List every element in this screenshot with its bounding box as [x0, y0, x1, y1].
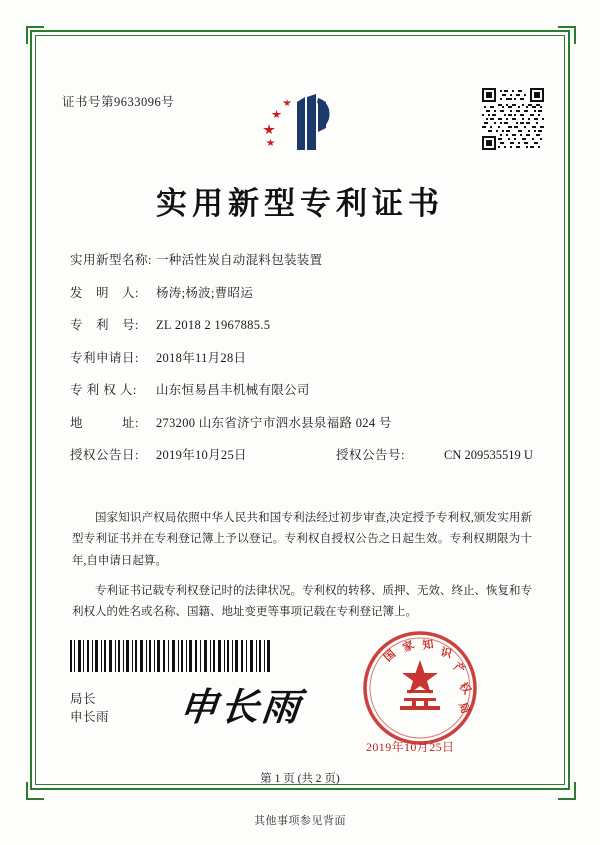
field-label: 专 利 号: — [70, 318, 139, 332]
certificate-number: 证书号第9633096号 — [62, 95, 175, 109]
field-label: 实用新型名称: — [70, 253, 152, 267]
handwritten-signature: 申长雨 — [177, 684, 306, 729]
svg-text:产: 产 — [451, 659, 468, 677]
body-paragraph-1: 国家知识产权局依照中华人民共和国专利法经过初步审查,决定授予专利权,颁发实用新型专利证书并在专利登记簿上予以登记。专利权自授权公告之日起生效。专利权期限为十年,自申请日起算。 — [72, 512, 532, 567]
barcode-icon — [70, 640, 270, 672]
svg-text:局: 局 — [456, 700, 473, 716]
svg-text:识: 识 — [439, 645, 454, 661]
field-value: ZL 2018 2 1967885.5 — [156, 318, 271, 332]
svg-text:国: 国 — [381, 647, 399, 665]
field-label: 专利申请日: — [70, 350, 139, 365]
director-title-label: 局长 — [70, 692, 97, 706]
field-row-patent-number — [70, 315, 540, 333]
field-row-address — [70, 413, 540, 431]
field-row-grant-announcement — [70, 445, 540, 463]
corner-ornament-top-left — [26, 26, 44, 44]
field-value-secondary: CN 209535519 U — [444, 448, 533, 462]
field-label-secondary: 授权公告号: — [336, 448, 405, 462]
certificate-body — [72, 508, 532, 632]
field-row-patentee — [70, 380, 540, 398]
field-label: 发 明 人: — [70, 285, 139, 300]
signature-block — [70, 690, 109, 726]
field-label: 专 利 权 人: — [70, 383, 137, 397]
field-value: 2018年11月28日 — [156, 350, 247, 365]
field-label: 授权公告日: — [70, 448, 139, 462]
seal-date: 2019年10月25日 — [366, 740, 455, 754]
official-seal-icon — [360, 628, 480, 748]
director-name-label: 申长雨 — [70, 710, 110, 725]
field-row-inventors — [70, 283, 540, 301]
field-value: 273200 山东省济宁市泗水县泉福路 024 号 — [156, 415, 392, 430]
svg-text:知: 知 — [421, 637, 435, 652]
page-number: 第 1 页 (共 2 页) — [260, 773, 340, 785]
body-paragraph-2: 专利证书记载专利权登记时的法律状况。专利权的转移、质押、无效、终止、恢复和专利权人的姓名或名称、国籍、地址变更等事项记载在专利登记簿上。 — [72, 584, 532, 619]
field-value: 2019年10月25日 — [156, 448, 247, 462]
field-value: 杨涛;杨波;曹昭运 — [156, 285, 254, 300]
field-row-utility-model-name — [70, 250, 540, 268]
svg-text:权: 权 — [456, 679, 474, 697]
field-label: 地 址: — [70, 415, 139, 430]
patent-office-logo-icon — [258, 88, 342, 160]
field-row-application-date — [70, 348, 540, 366]
field-value: 山东恒易昌丰机械有限公司 — [156, 383, 310, 397]
qr-code-icon — [482, 88, 544, 150]
field-value: 一种活性炭自动混料包装装置 — [156, 253, 323, 267]
certificate-fields — [70, 250, 540, 478]
svg-text:家: 家 — [400, 638, 417, 655]
page-title: 实用新型专利证书 — [156, 186, 444, 222]
corner-ornament-top-right — [558, 26, 576, 44]
footer-note: 其他事项参见背面 — [254, 815, 346, 827]
